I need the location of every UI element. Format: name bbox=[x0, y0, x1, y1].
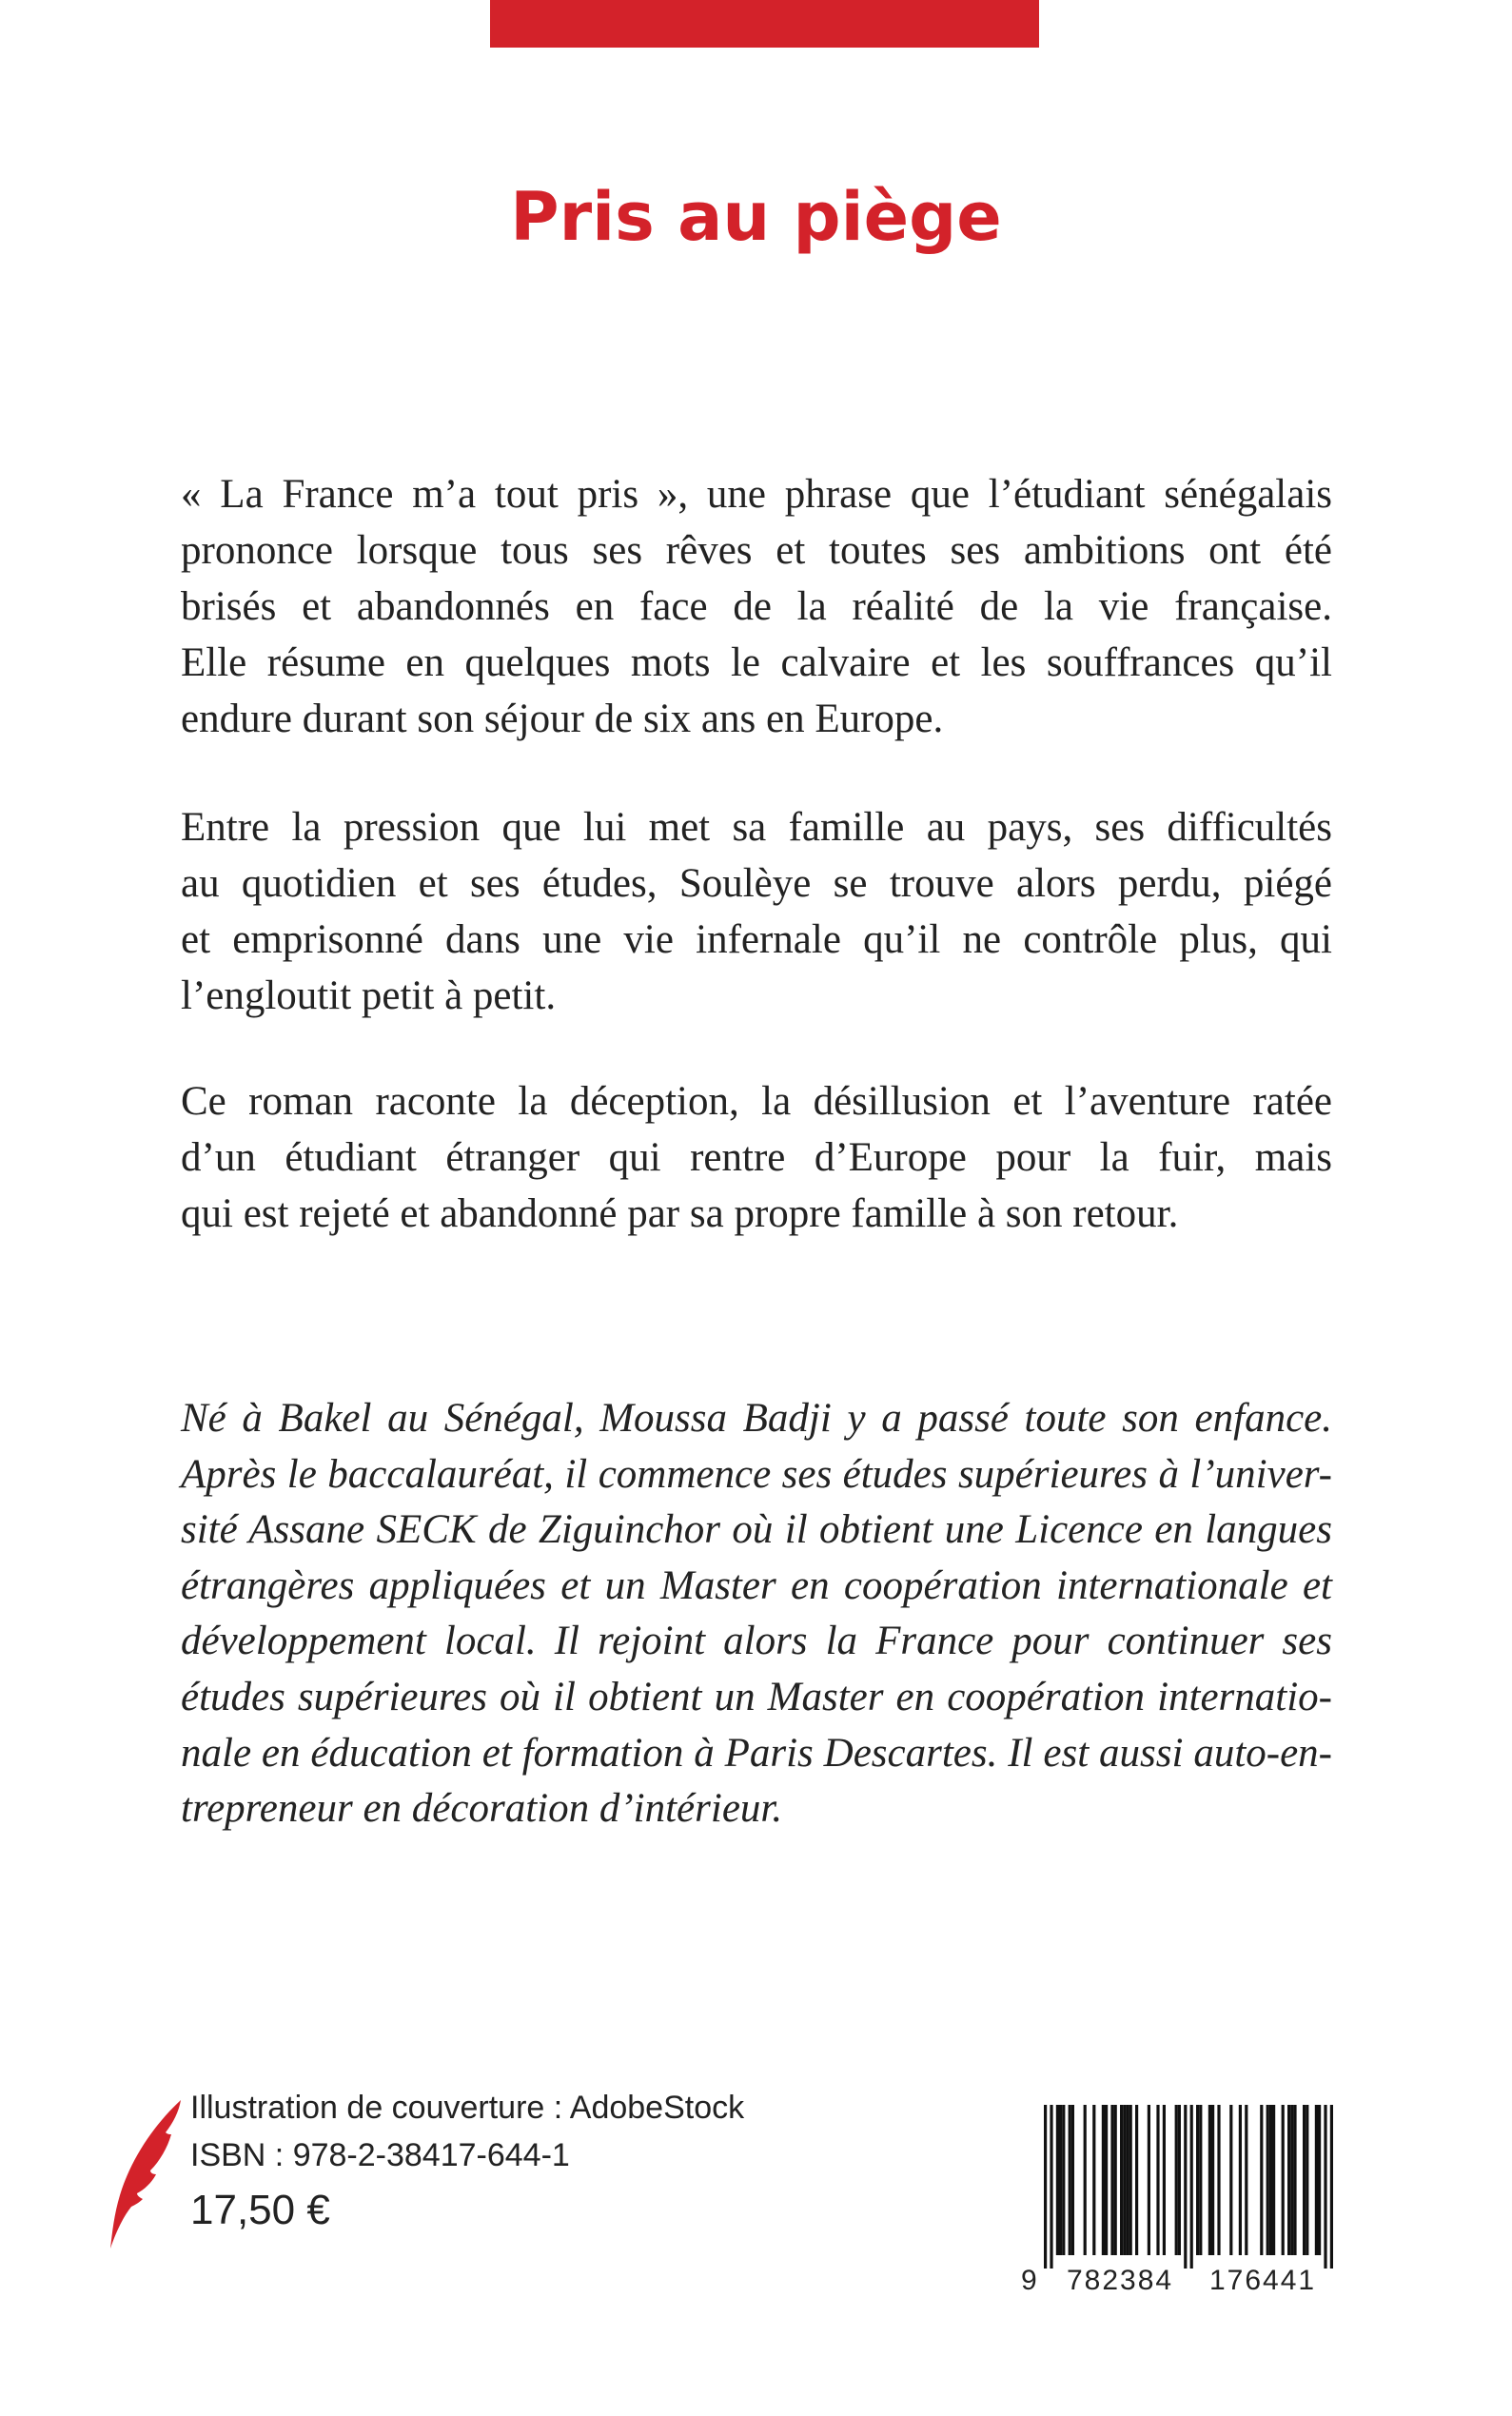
summary-line: brisés et abandonnés en face de la réalité de la vie française. bbox=[181, 584, 1332, 629]
barcode-bar bbox=[1135, 2105, 1138, 2255]
barcode-bar bbox=[1163, 2105, 1166, 2255]
author-bio bbox=[181, 1391, 1332, 1837]
barcode-bar bbox=[1196, 2105, 1199, 2255]
barcode-bar bbox=[1129, 2105, 1132, 2255]
barcode-bar bbox=[1306, 2105, 1308, 2255]
summary-line: endure durant son séjour de six ans en Europe. bbox=[181, 697, 944, 741]
barcode-bar bbox=[1229, 2105, 1232, 2255]
summary-line: prononce lorsque tous ses rêves et toutes ses ambitions ont été bbox=[181, 528, 1332, 573]
barcode-bar bbox=[1290, 2105, 1293, 2255]
barcode-bar bbox=[1120, 2105, 1123, 2255]
barcode-bar bbox=[1123, 2105, 1126, 2255]
barcode-bar bbox=[1208, 2105, 1211, 2255]
bio-line: trepreneur en décoration d’intérieur. bbox=[181, 1786, 783, 1832]
bio-line: Né à Bakel au Sénégal, Moussa Badji y a passé toute son enfance. bbox=[181, 1396, 1332, 1441]
book-title: Pris au piège bbox=[510, 178, 1002, 256]
summary-paragraph-3 bbox=[181, 1073, 1332, 1242]
summary-line: au quotidien et ses études, Soulèye se trouve alors perdu, piégé bbox=[181, 861, 1332, 906]
bio-line: développement local. Il rejoint alors la France pour continuer ses bbox=[181, 1619, 1332, 1664]
barcode-bar bbox=[1315, 2105, 1318, 2255]
isbn-barcode bbox=[1019, 2105, 1345, 2307]
barcode-bar bbox=[1269, 2105, 1272, 2255]
barcode-right-digits: 176441 bbox=[1209, 2265, 1317, 2296]
barcode-bar bbox=[1126, 2105, 1129, 2255]
barcode-bar bbox=[1239, 2105, 1242, 2255]
barcode-bars bbox=[1019, 2105, 1345, 2271]
barcode-digits bbox=[1019, 2257, 1345, 2305]
barcode-bar bbox=[1184, 2105, 1187, 2269]
summary-line: Elle résume en quelques mots le calvaire et les souffrances qu’il bbox=[181, 640, 1332, 685]
barcode-bar bbox=[1050, 2105, 1052, 2269]
barcode-bar bbox=[1044, 2105, 1047, 2269]
barcode-bar bbox=[1175, 2105, 1178, 2255]
barcode-bar bbox=[1071, 2105, 1074, 2255]
barcode-bar bbox=[1324, 2105, 1326, 2269]
summary-line: Entre la pression que lui met sa famille au pays, ses difficultés bbox=[181, 805, 1332, 850]
barcode-bar bbox=[1069, 2105, 1071, 2255]
bio-line: Après le baccalauréat, il commence ses études supérieures à l’univer- bbox=[181, 1451, 1332, 1497]
barcode-bar bbox=[1293, 2105, 1296, 2255]
barcode-bar bbox=[1062, 2105, 1065, 2255]
feather-shape bbox=[110, 2100, 181, 2249]
barcode-bar bbox=[1114, 2105, 1117, 2255]
barcode-bar bbox=[1056, 2105, 1059, 2255]
barcode-bar bbox=[1318, 2105, 1321, 2255]
summary-line: Ce roman raconte la déception, la désillusion et l’aventure ratée bbox=[181, 1079, 1332, 1124]
barcode-first-digit: 9 bbox=[1021, 2265, 1037, 2296]
barcode-bar bbox=[1260, 2105, 1263, 2255]
barcode-bar bbox=[1102, 2105, 1105, 2255]
barcode-bar bbox=[1110, 2105, 1113, 2255]
barcode-bar bbox=[1092, 2105, 1095, 2255]
barcode-bar bbox=[1267, 2105, 1269, 2255]
red-feather-icon bbox=[107, 2098, 185, 2250]
isbn-text: ISBN : 978-2-38417-644-1 bbox=[190, 2137, 570, 2173]
barcode-bar bbox=[1245, 2105, 1247, 2255]
barcode-bar bbox=[1303, 2105, 1306, 2255]
barcode-bar bbox=[1059, 2105, 1062, 2255]
top-accent-bar bbox=[490, 0, 1039, 48]
barcode-bar bbox=[1272, 2105, 1275, 2255]
summary-line: qui est rejeté et abandonné par sa propre famille à son retour. bbox=[181, 1191, 1179, 1236]
barcode-bar bbox=[1148, 2105, 1150, 2255]
barcode-bar bbox=[1190, 2105, 1193, 2269]
barcode-bar bbox=[1330, 2105, 1333, 2269]
barcode-bar bbox=[1282, 2105, 1285, 2255]
bio-line: sité Assane SECK de Ziguinchor où il obtient une Licence en langues bbox=[181, 1507, 1332, 1553]
barcode-bar bbox=[1199, 2105, 1202, 2255]
publication-credits bbox=[190, 2084, 744, 2242]
summary-paragraph-2 bbox=[181, 799, 1332, 1024]
summary-line: d’un étudiant étranger qui rentre d’Europe pour la fuir, mais bbox=[181, 1135, 1332, 1180]
barcode-bar bbox=[1178, 2105, 1181, 2255]
bio-line: nale en éducation et formation à Paris Descartes. Il est aussi auto-en- bbox=[181, 1730, 1332, 1776]
summary-line: et emprisonné dans une vie infernale qu’il ne contrôle plus, qui bbox=[181, 917, 1332, 962]
summary-line: l’engloutit petit à petit. bbox=[181, 973, 557, 1018]
illustration-credit: Illustration de couverture : AdobeStock bbox=[190, 2090, 745, 2126]
summary-paragraph-1 bbox=[181, 466, 1332, 747]
bio-line: étrangères appliquées et un Master en coopération internationale et bbox=[181, 1562, 1332, 1608]
barcode-left-digits: 782384 bbox=[1067, 2265, 1174, 2296]
bio-line: études supérieures où il obtient un Master en coopération internatio- bbox=[181, 1674, 1332, 1719]
barcode-bar bbox=[1287, 2105, 1290, 2255]
summary-line: « La France m’a tout pris », une phrase que l’étudiant sénégalais bbox=[181, 472, 1332, 517]
price-text: 17,50 € bbox=[190, 2187, 330, 2233]
barcode-bar bbox=[1105, 2105, 1108, 2255]
barcode-bar bbox=[1217, 2105, 1220, 2255]
feather-svg bbox=[107, 2098, 185, 2250]
barcode-bar bbox=[1156, 2105, 1159, 2255]
barcode-bar bbox=[1211, 2105, 1214, 2255]
barcode-bar bbox=[1084, 2105, 1087, 2255]
